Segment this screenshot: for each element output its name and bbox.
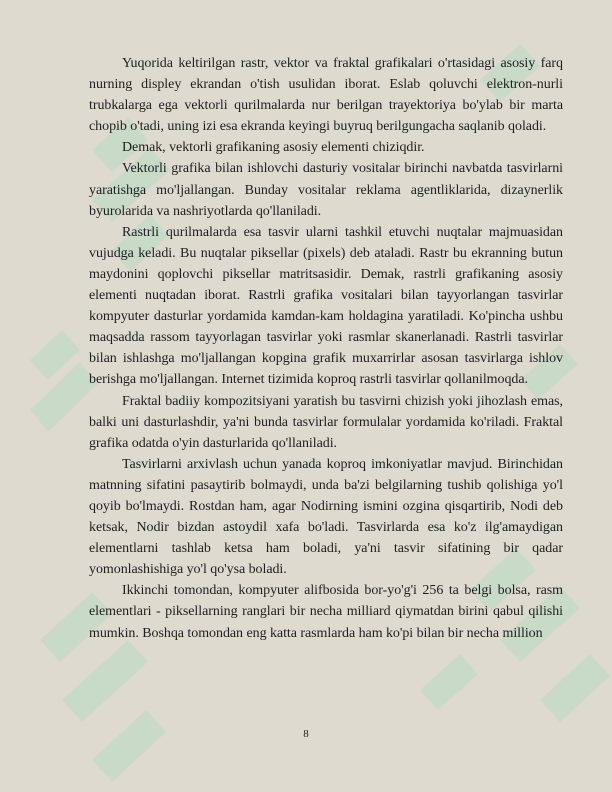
document-body bbox=[89, 53, 563, 644]
paragraph-computer-alphabet: Ikkinchi tomondan, kompyuter alifbosida bor-yo'g'i 256 ta belgi bolsa, rasm elementlari - piksellarning ranglari bir necha milliard qiymatdan birini qabul qilishi mumkin. Boshqa tomondan eng katta rasmlarda ham ko'pi bilan bir necha million bbox=[89, 583, 563, 641]
paragraph-raster-vector-fractal-difference: Yuqorida keltirilgan rastr, vektor va fraktal grafikalari o'rtasidagi asosiy farq nurning displey ekrandan o'tish usulidan iborat. Eslab qoluvchi elektron-nurli trubkalarga ega vektorli qurilmalarda nur berilgan trayektoriya bo'ylab bir marta chopib o'tadi, uning izi esa ekranda keyingi buyruq berilgungacha saqlanib qoladi. bbox=[89, 56, 563, 135]
paragraph-fractal-composition: Fraktal badiiy kompozitsiyani yaratish bu tasvirni chizish yoki jihozlash emas, balki uni dasturlashdir, ya'ni bunda tasvirlar formulalar yordamida ko'riladi. Fraktal grafika odatda o'yin dasturlarida qo'llaniladi. bbox=[89, 393, 563, 451]
paragraph-raster-devices: Rastrli qurilmalarda esa tasvir ularni tashkil etuvchi nuqtalar majmuasidan vujudga keladi. Bu nuqtalar piksellar (pixels) deb ataladi. Rastr bu ekranning butun maydonini qoplovchi piksellar matritsasidir. Demak, rastrli grafikaning asosiy elementi nuqtadan iborat. Rastrli grafika vositalari bilan tayyorlangan tasvirlar kompyuter dasturlar yordamida kamdan-kam holdagina yaratiladi. Ko'pincha ushbu maqsadda rassom tayyorlagan tasvirlar yoki rasmlar skanerlanadi. Rastrli tasvirlar bilan ishlashga mo'ljallangan kopgina grafik muxarrirlar asosan tasvirlarga ishlov berishga mo'ljallangan. Internet tizimida koproq rastrli tasvirlar qollanilmoqda. bbox=[89, 224, 563, 388]
page-number: 8 bbox=[303, 728, 309, 740]
paragraph-vector-basic-element: Demak, vektorli grafikaning asosiy elementi chiziqdir. bbox=[122, 140, 425, 156]
paragraph-image-archiving: Tasvirlarni arxivlash uchun yanada koproq imkoniyatlar mavjud. Birinchidan matnning sifatini pasaytirib bolmaydi, unda ba'zi belgilarning tushib qolishiga yo'l qoyib bo'lmaydi. Rostdan ham, agar Nodirning ismini ozgina qisqartirib, Nodi deb ketsak, Nodir bizdan astoydil xafa bo'ladi. Tasvirlarda esa ko'z ilg'amaydigan elementlarni tashlab ketsa ham boladi, ya'ni tasvir sifatining bir qadar yomonlashishiga yo'l qo'ysa boladi. bbox=[89, 456, 563, 578]
paragraph-vector-software: Vektorli grafika bilan ishlovchi dasturiy vositalar birinchi navbatda tasvirlarni yaratishga mo'ljallangan. Bunday vositalar reklama agentliklarida, dizaynerlik byurolarida va nashriyotlarda qo'llaniladi. bbox=[89, 161, 563, 219]
